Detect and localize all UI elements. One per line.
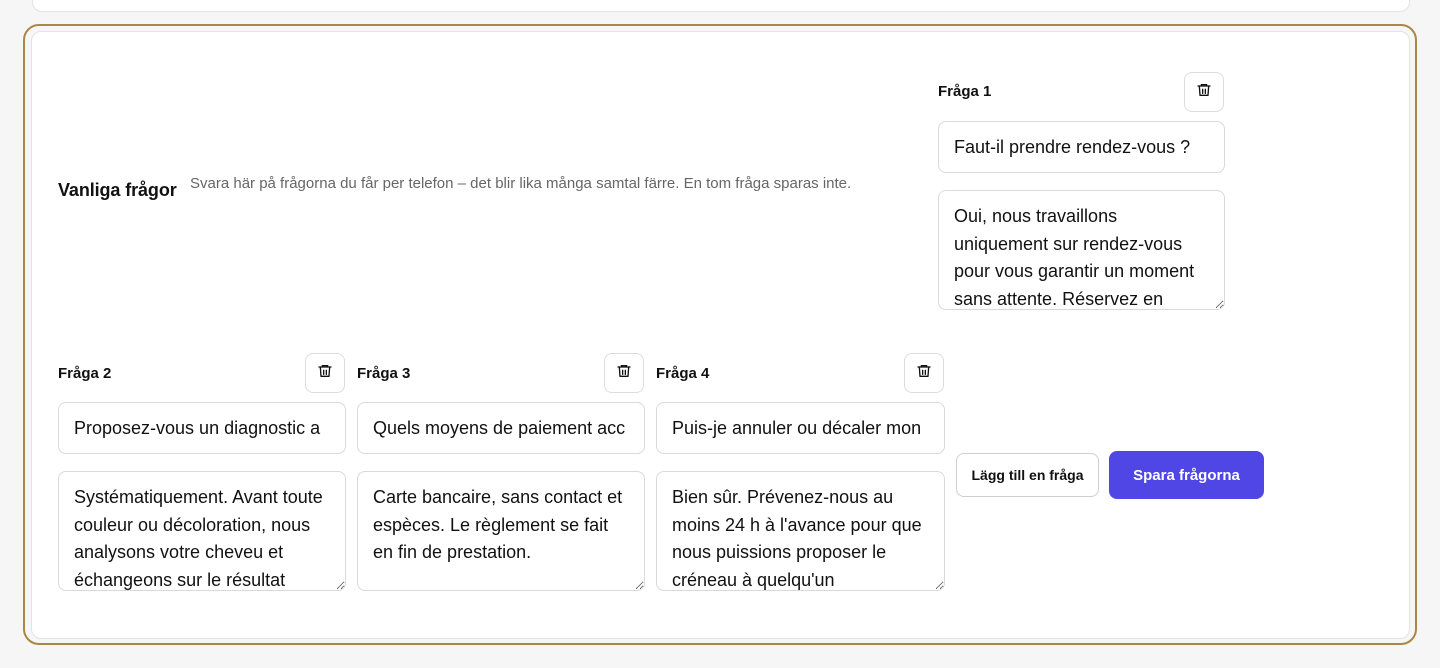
question-3-input[interactable]: [357, 402, 645, 454]
faq-description: Svara här på frågorna du får per telefon – det blir lika många samtal färre. En tom fråga sparas inte.: [190, 175, 852, 192]
faq-title: Vanliga frågor: [58, 180, 177, 200]
save-questions-button[interactable]: Spara frågorna: [1109, 451, 1264, 499]
trash-icon: [616, 363, 632, 384]
question-2-input[interactable]: [58, 402, 346, 454]
trash-icon: [317, 363, 333, 384]
answer-1-textarea[interactable]: [938, 190, 1225, 310]
trash-icon: [1196, 82, 1212, 103]
trash-icon: [916, 363, 932, 384]
question-1-input[interactable]: [938, 121, 1225, 173]
add-question-button[interactable]: Lägg till en fråga: [956, 453, 1099, 497]
delete-question-1-button[interactable]: [1184, 72, 1224, 112]
question-2-label: Fråga 2: [58, 365, 112, 382]
question-4-input[interactable]: [656, 402, 945, 454]
answer-4-textarea[interactable]: [656, 471, 945, 591]
previous-card: [32, 0, 1410, 12]
question-1-label: Fråga 1: [938, 83, 992, 100]
question-4-label: Fråga 4: [656, 365, 710, 382]
delete-question-3-button[interactable]: [604, 353, 644, 393]
question-3-label: Fråga 3: [357, 365, 411, 382]
delete-question-4-button[interactable]: [904, 353, 944, 393]
delete-question-2-button[interactable]: [305, 353, 345, 393]
answer-2-textarea[interactable]: [58, 471, 346, 591]
answer-3-textarea[interactable]: [357, 471, 645, 591]
